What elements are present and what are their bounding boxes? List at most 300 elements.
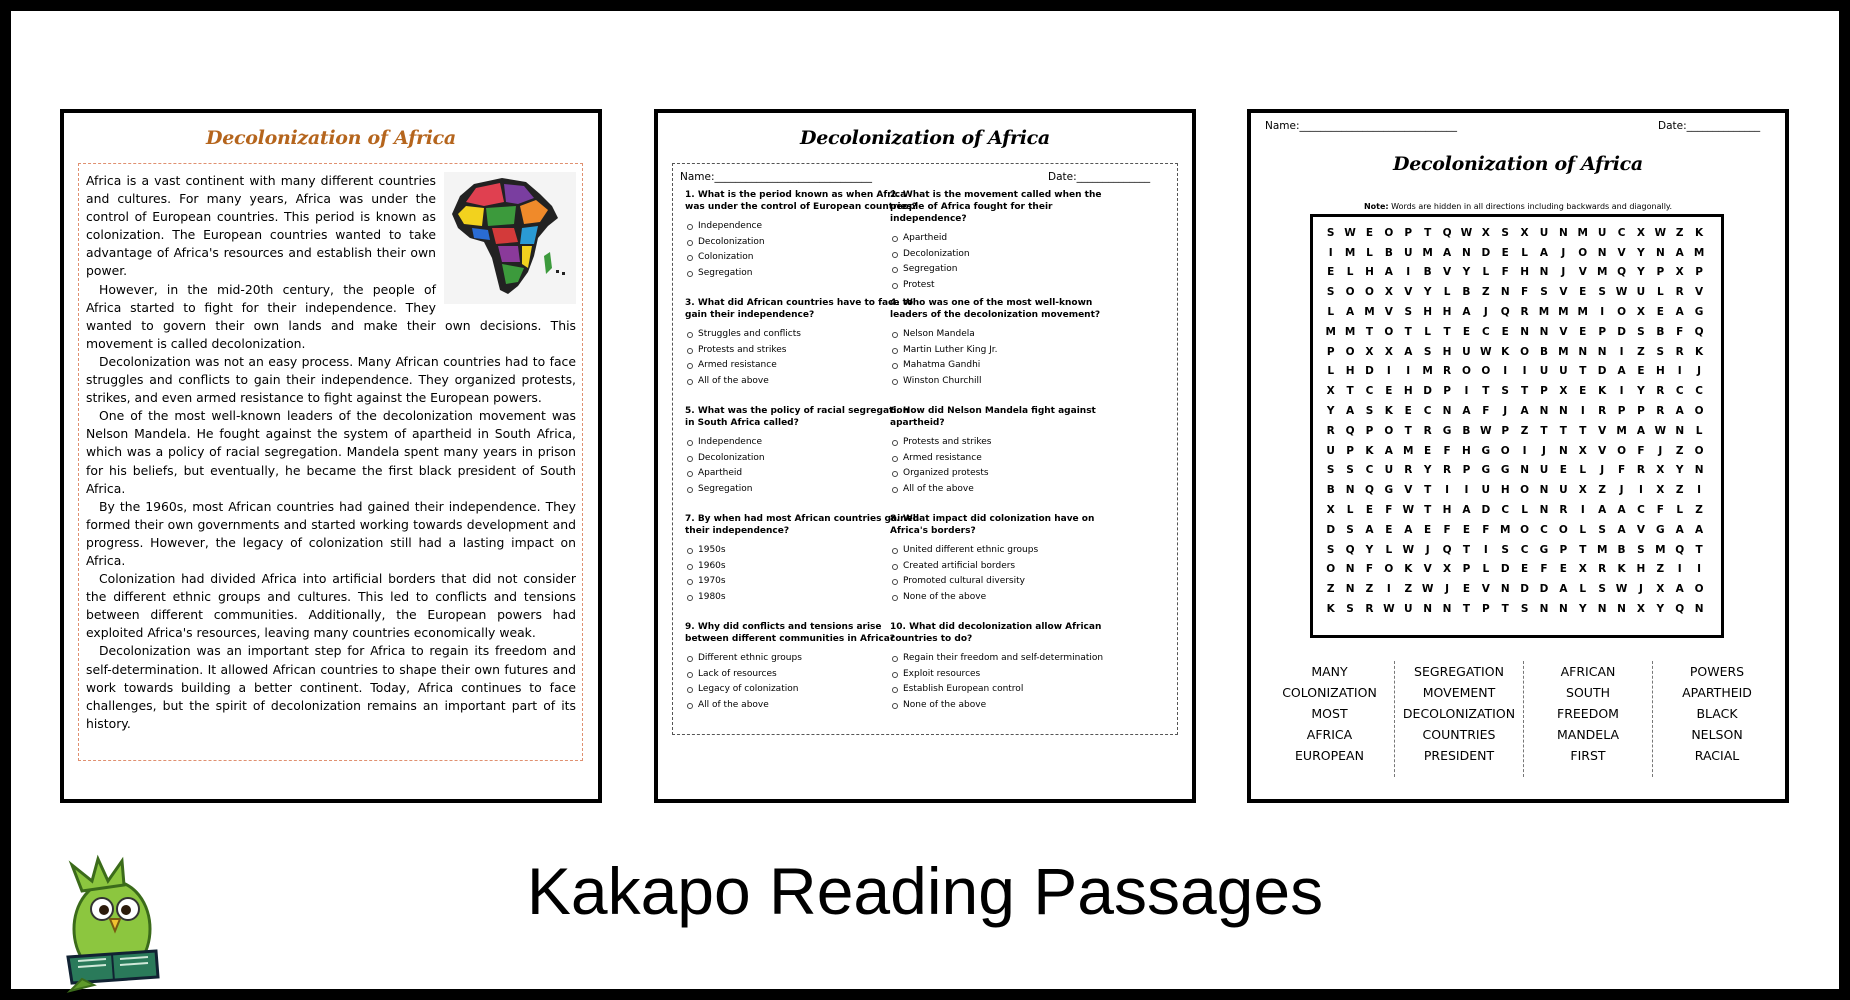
- grid-letter[interactable]: N: [1558, 444, 1568, 457]
- grid-letter[interactable]: J: [1638, 583, 1643, 596]
- grid-letter[interactable]: S: [1598, 583, 1606, 596]
- grid-letter[interactable]: Y: [1423, 464, 1432, 477]
- grid-letter[interactable]: T: [1404, 325, 1412, 338]
- grid-letter[interactable]: A: [1462, 504, 1471, 517]
- grid-letter[interactable]: N: [1539, 325, 1549, 338]
- grid-letter[interactable]: O: [1520, 484, 1530, 497]
- grid-letter[interactable]: M: [1499, 523, 1511, 536]
- grid-letter[interactable]: R: [1598, 405, 1607, 418]
- grid-letter[interactable]: W: [1344, 226, 1356, 239]
- grid-letter[interactable]: J: [1619, 484, 1624, 497]
- grid-letter[interactable]: F: [1365, 563, 1374, 576]
- grid-letter[interactable]: R: [1559, 504, 1568, 517]
- grid-letter[interactable]: A: [1617, 523, 1626, 536]
- answer-option[interactable]: Independence: [698, 436, 920, 449]
- grid-letter[interactable]: P: [1462, 563, 1471, 576]
- grid-letter[interactable]: V: [1384, 306, 1393, 319]
- answer-option[interactable]: Decolonization: [903, 248, 1125, 261]
- grid-letter[interactable]: N: [1578, 345, 1588, 358]
- grid-letter[interactable]: V: [1404, 484, 1413, 497]
- grid-letter[interactable]: O: [1694, 405, 1704, 418]
- grid-letter[interactable]: E: [1501, 246, 1509, 259]
- grid-letter[interactable]: U: [1539, 226, 1549, 239]
- grid-letter[interactable]: N: [1539, 405, 1549, 418]
- grid-letter[interactable]: U: [1403, 603, 1413, 616]
- grid-letter[interactable]: E: [1462, 523, 1471, 536]
- grid-letter[interactable]: L: [1521, 504, 1528, 517]
- grid-letter[interactable]: X: [1675, 266, 1684, 279]
- grid-letter[interactable]: N: [1675, 424, 1685, 437]
- answer-option[interactable]: 1960s: [698, 560, 920, 573]
- grid-letter[interactable]: N: [1597, 603, 1607, 616]
- grid-letter[interactable]: T: [1540, 424, 1548, 437]
- grid-letter[interactable]: S: [1598, 286, 1606, 299]
- grid-letter[interactable]: E: [1656, 306, 1664, 319]
- grid-letter[interactable]: T: [1365, 325, 1374, 338]
- grid-letter[interactable]: X: [1656, 583, 1665, 596]
- grid-letter[interactable]: H: [1442, 345, 1452, 358]
- grid-letter[interactable]: M: [1596, 266, 1608, 279]
- grid-letter[interactable]: L: [1482, 563, 1490, 576]
- answer-option[interactable]: Apartheid: [698, 467, 920, 480]
- grid-letter[interactable]: T: [1501, 603, 1509, 616]
- grid-letter[interactable]: T: [1695, 543, 1703, 556]
- grid-letter[interactable]: B: [1656, 325, 1665, 338]
- grid-letter[interactable]: X: [1442, 563, 1452, 576]
- grid-letter[interactable]: O: [1384, 424, 1394, 437]
- grid-letter[interactable]: E: [1579, 385, 1587, 398]
- grid-letter[interactable]: Q: [1675, 603, 1685, 616]
- grid-letter[interactable]: T: [1482, 385, 1490, 398]
- grid-letter[interactable]: U: [1481, 484, 1491, 497]
- grid-letter[interactable]: T: [1559, 424, 1567, 437]
- grid-letter[interactable]: R: [1423, 424, 1432, 437]
- grid-letter[interactable]: J: [1561, 246, 1566, 259]
- grid-letter[interactable]: N: [1345, 484, 1355, 497]
- grid-letter[interactable]: G: [1481, 464, 1491, 477]
- grid-letter[interactable]: B: [1423, 266, 1432, 279]
- grid-letter[interactable]: U: [1462, 345, 1471, 358]
- grid-letter[interactable]: Y: [1656, 603, 1665, 616]
- grid-letter[interactable]: Q: [1365, 484, 1374, 497]
- grid-letter[interactable]: R: [1404, 464, 1413, 477]
- grid-letter[interactable]: U: [1559, 365, 1568, 378]
- answer-option[interactable]: Legacy of colonization: [698, 683, 920, 696]
- grid-letter[interactable]: P: [1404, 226, 1413, 239]
- grid-letter[interactable]: I: [1697, 484, 1702, 497]
- grid-letter[interactable]: Y: [1637, 246, 1645, 259]
- answer-option[interactable]: All of the above: [698, 699, 920, 712]
- grid-letter[interactable]: K: [1598, 385, 1607, 398]
- grid-letter[interactable]: E: [1637, 365, 1645, 378]
- answer-option[interactable]: 1950s: [698, 544, 920, 557]
- grid-letter[interactable]: N: [1558, 405, 1568, 418]
- grid-letter[interactable]: N: [1694, 464, 1704, 477]
- grid-letter[interactable]: N: [1558, 603, 1568, 616]
- grid-letter[interactable]: H: [1520, 266, 1529, 279]
- grid-letter[interactable]: K: [1404, 563, 1413, 576]
- grid-letter[interactable]: E: [1424, 523, 1432, 536]
- grid-letter[interactable]: J: [1561, 266, 1566, 279]
- grid-letter[interactable]: Q: [1694, 325, 1704, 338]
- grid-letter[interactable]: I: [1464, 385, 1469, 398]
- grid-letter[interactable]: V: [1442, 266, 1452, 279]
- grid-letter[interactable]: N: [1617, 603, 1626, 616]
- grid-letter[interactable]: A: [1404, 523, 1413, 536]
- answer-option[interactable]: 1970s: [698, 575, 920, 588]
- grid-letter[interactable]: Z: [1482, 286, 1490, 299]
- grid-letter[interactable]: L: [1521, 246, 1528, 259]
- grid-letter[interactable]: T: [1579, 424, 1587, 437]
- grid-letter[interactable]: P: [1346, 444, 1354, 457]
- grid-letter[interactable]: F: [1521, 286, 1529, 299]
- grid-letter[interactable]: T: [1462, 543, 1471, 556]
- grid-letter[interactable]: B: [1462, 286, 1471, 299]
- grid-letter[interactable]: M: [1577, 226, 1588, 239]
- grid-letter[interactable]: S: [1346, 523, 1354, 536]
- grid-letter[interactable]: T: [1346, 385, 1354, 398]
- grid-letter[interactable]: R: [1656, 385, 1665, 398]
- grid-letter[interactable]: E: [1501, 325, 1509, 338]
- grid-letter[interactable]: N: [1597, 246, 1607, 259]
- grid-letter[interactable]: I: [1580, 405, 1585, 418]
- grid-letter[interactable]: A: [1442, 246, 1452, 259]
- grid-letter[interactable]: E: [1559, 563, 1567, 576]
- grid-letter[interactable]: T: [1521, 385, 1529, 398]
- grid-letter[interactable]: I: [1483, 543, 1488, 556]
- grid-letter[interactable]: W: [1480, 424, 1492, 437]
- grid-letter[interactable]: A: [1539, 246, 1549, 259]
- grid-letter[interactable]: M: [1693, 246, 1705, 259]
- grid-letter[interactable]: I: [1406, 365, 1411, 378]
- answer-option[interactable]: Martin Luther King Jr.: [903, 344, 1125, 357]
- answer-option[interactable]: Mahatma Gandhi: [903, 359, 1125, 372]
- grid-letter[interactable]: D: [1520, 583, 1529, 596]
- grid-letter[interactable]: Z: [1675, 444, 1684, 457]
- grid-letter[interactable]: H: [1442, 504, 1452, 517]
- grid-letter[interactable]: D: [1423, 385, 1432, 398]
- grid-letter[interactable]: N: [1442, 603, 1452, 616]
- grid-letter[interactable]: V: [1636, 523, 1646, 536]
- answer-option[interactable]: All of the above: [903, 483, 1125, 496]
- grid-letter[interactable]: A: [1675, 523, 1684, 536]
- grid-letter[interactable]: S: [1501, 226, 1509, 239]
- grid-letter[interactable]: A: [1384, 266, 1393, 279]
- grid-letter[interactable]: H: [1636, 563, 1646, 576]
- grid-letter[interactable]: X: [1636, 226, 1645, 239]
- grid-letter[interactable]: S: [1520, 603, 1529, 616]
- grid-letter[interactable]: H: [1403, 385, 1413, 398]
- grid-letter[interactable]: M: [1616, 424, 1627, 437]
- grid-letter[interactable]: S: [1404, 306, 1413, 319]
- grid-letter[interactable]: P: [1365, 424, 1374, 437]
- grid-letter[interactable]: M: [1577, 306, 1588, 319]
- grid-letter[interactable]: H: [1423, 306, 1433, 319]
- grid-letter[interactable]: F: [1676, 325, 1684, 338]
- answer-option[interactable]: Exploit resources: [903, 668, 1125, 681]
- grid-letter[interactable]: I: [1697, 563, 1702, 576]
- grid-letter[interactable]: U: [1636, 286, 1646, 299]
- answer-option[interactable]: Segregation: [698, 483, 920, 496]
- grid-letter[interactable]: F: [1482, 523, 1490, 536]
- grid-letter[interactable]: E: [1385, 385, 1393, 398]
- grid-letter[interactable]: S: [1365, 405, 1374, 418]
- grid-letter[interactable]: I: [1522, 365, 1527, 378]
- grid-letter[interactable]: K: [1384, 405, 1393, 418]
- grid-letter[interactable]: D: [1481, 246, 1491, 259]
- grid-letter[interactable]: N: [1539, 603, 1549, 616]
- answer-option[interactable]: Regain their freedom and self-determination: [903, 652, 1125, 665]
- grid-letter[interactable]: A: [1559, 583, 1568, 596]
- grid-letter[interactable]: O: [1617, 444, 1627, 457]
- grid-letter[interactable]: T: [1579, 365, 1587, 378]
- grid-letter[interactable]: K: [1695, 345, 1704, 358]
- grid-letter[interactable]: Y: [1675, 464, 1684, 477]
- answer-option[interactable]: 1980s: [698, 591, 920, 604]
- grid-letter[interactable]: W: [1654, 226, 1667, 239]
- grid-letter[interactable]: R: [1656, 405, 1665, 418]
- grid-letter[interactable]: A: [1520, 405, 1529, 418]
- grid-letter[interactable]: R: [1365, 603, 1374, 616]
- grid-letter[interactable]: J: [1503, 405, 1508, 418]
- grid-letter[interactable]: S: [1656, 345, 1665, 358]
- grid-letter[interactable]: M: [1344, 325, 1356, 338]
- grid-letter[interactable]: V: [1598, 444, 1607, 457]
- grid-letter[interactable]: Q: [1617, 266, 1627, 279]
- grid-letter[interactable]: L: [1327, 306, 1335, 319]
- grid-letter[interactable]: M: [1655, 543, 1666, 556]
- grid-letter[interactable]: V: [1559, 325, 1568, 338]
- grid-letter[interactable]: P: [1617, 405, 1626, 418]
- grid-letter[interactable]: A: [1598, 504, 1607, 517]
- grid-letter[interactable]: Y: [1423, 286, 1432, 299]
- grid-letter[interactable]: I: [1619, 385, 1624, 398]
- grid-letter[interactable]: Y: [1365, 543, 1374, 556]
- grid-letter[interactable]: V: [1559, 286, 1568, 299]
- grid-letter[interactable]: X: [1578, 563, 1587, 576]
- grid-letter[interactable]: V: [1617, 246, 1626, 259]
- grid-letter[interactable]: S: [1598, 523, 1606, 536]
- grid-letter[interactable]: Q: [1500, 306, 1510, 319]
- grid-letter[interactable]: L: [1346, 504, 1354, 517]
- grid-letter[interactable]: R: [1675, 345, 1684, 358]
- grid-letter[interactable]: O: [1578, 246, 1588, 259]
- grid-letter[interactable]: I: [1677, 365, 1682, 378]
- grid-letter[interactable]: O: [1520, 523, 1530, 536]
- answer-option[interactable]: Struggles and conflicts: [698, 328, 920, 341]
- grid-letter[interactable]: J: [1542, 444, 1546, 457]
- grid-letter[interactable]: C: [1520, 543, 1529, 556]
- grid-letter[interactable]: E: [1327, 266, 1335, 279]
- grid-letter[interactable]: P: [1695, 266, 1703, 279]
- grid-letter[interactable]: S: [1326, 543, 1335, 556]
- grid-letter[interactable]: A: [1462, 306, 1471, 319]
- grid-letter[interactable]: X: [1326, 504, 1335, 517]
- grid-letter[interactable]: F: [1637, 444, 1645, 457]
- answer-option[interactable]: Armed resistance: [698, 359, 920, 372]
- grid-letter[interactable]: I: [1406, 266, 1411, 279]
- grid-letter[interactable]: O: [1694, 444, 1704, 457]
- answer-option[interactable]: Protest: [903, 279, 1125, 292]
- grid-letter[interactable]: Y: [1637, 385, 1645, 398]
- grid-letter[interactable]: A: [1462, 405, 1471, 418]
- grid-letter[interactable]: X: [1481, 226, 1490, 239]
- grid-letter[interactable]: M: [1422, 246, 1433, 259]
- grid-letter[interactable]: O: [1365, 286, 1374, 299]
- grid-letter[interactable]: T: [1579, 543, 1587, 556]
- grid-letter[interactable]: O: [1384, 226, 1394, 239]
- grid-letter[interactable]: C: [1695, 385, 1703, 398]
- answer-option[interactable]: Independence: [698, 220, 920, 233]
- grid-letter[interactable]: Z: [1365, 583, 1374, 596]
- grid-letter[interactable]: A: [1617, 365, 1626, 378]
- answer-option[interactable]: Decolonization: [698, 236, 920, 249]
- grid-letter[interactable]: W: [1402, 543, 1415, 556]
- answer-option[interactable]: Promoted cultural diversity: [903, 575, 1125, 588]
- grid-letter[interactable]: S: [1326, 226, 1335, 239]
- grid-letter[interactable]: R: [1636, 464, 1645, 477]
- grid-letter[interactable]: N: [1442, 405, 1452, 418]
- grid-letter[interactable]: L: [1424, 325, 1431, 338]
- grid-letter[interactable]: B: [1384, 246, 1393, 259]
- grid-letter[interactable]: D: [1539, 583, 1549, 596]
- grid-letter[interactable]: A: [1675, 306, 1684, 319]
- grid-letter[interactable]: N: [1462, 246, 1471, 259]
- answer-option[interactable]: All of the above: [698, 375, 920, 388]
- grid-letter[interactable]: D: [1481, 504, 1491, 517]
- grid-letter[interactable]: B: [1539, 345, 1548, 358]
- answer-option[interactable]: None of the above: [903, 699, 1125, 712]
- grid-letter[interactable]: H: [1365, 266, 1374, 279]
- grid-letter[interactable]: G: [1481, 444, 1491, 457]
- grid-letter[interactable]: E: [1365, 504, 1374, 517]
- grid-letter[interactable]: N: [1520, 325, 1529, 338]
- grid-letter[interactable]: D: [1617, 325, 1626, 338]
- grid-letter[interactable]: Y: [1462, 266, 1471, 279]
- grid-letter[interactable]: P: [1462, 464, 1471, 477]
- grid-letter[interactable]: N: [1500, 583, 1510, 596]
- grid-letter[interactable]: P: [1559, 543, 1568, 556]
- grid-letter[interactable]: L: [1579, 583, 1587, 596]
- grid-letter[interactable]: A: [1636, 424, 1646, 437]
- grid-letter[interactable]: S: [1501, 543, 1509, 556]
- grid-letter[interactable]: I: [1328, 246, 1333, 259]
- grid-letter[interactable]: F: [1443, 523, 1451, 536]
- grid-letter[interactable]: F: [1540, 563, 1548, 576]
- grid-letter[interactable]: I: [1677, 563, 1682, 576]
- grid-letter[interactable]: J: [1697, 365, 1702, 378]
- grid-letter[interactable]: R: [1442, 464, 1452, 477]
- grid-letter[interactable]: I: [1386, 365, 1391, 378]
- grid-letter[interactable]: P: [1501, 424, 1510, 437]
- grid-letter[interactable]: E: [1424, 444, 1432, 457]
- grid-letter[interactable]: T: [1443, 325, 1451, 338]
- grid-letter[interactable]: L: [1366, 246, 1373, 259]
- grid-letter[interactable]: A: [1617, 504, 1626, 517]
- grid-letter[interactable]: G: [1539, 543, 1549, 556]
- answer-option[interactable]: United different ethnic groups: [903, 544, 1125, 557]
- grid-letter[interactable]: X: [1656, 464, 1665, 477]
- grid-letter[interactable]: V: [1695, 286, 1704, 299]
- answer-option[interactable]: None of the above: [903, 591, 1125, 604]
- grid-letter[interactable]: E: [1521, 563, 1529, 576]
- grid-letter[interactable]: X: [1365, 345, 1374, 358]
- grid-letter[interactable]: S: [1326, 286, 1335, 299]
- grid-letter[interactable]: Q: [1442, 226, 1452, 239]
- grid-letter[interactable]: A: [1675, 405, 1684, 418]
- grid-letter[interactable]: M: [1596, 543, 1608, 556]
- grid-letter[interactable]: L: [1346, 266, 1354, 279]
- grid-letter[interactable]: G: [1442, 424, 1452, 437]
- grid-letter[interactable]: S: [1501, 385, 1509, 398]
- grid-letter[interactable]: W: [1421, 583, 1434, 596]
- grid-letter[interactable]: C: [1423, 405, 1432, 418]
- grid-letter[interactable]: C: [1675, 385, 1684, 398]
- grid-letter[interactable]: E: [1385, 523, 1393, 536]
- grid-letter[interactable]: I: [1386, 583, 1391, 596]
- grid-letter[interactable]: S: [1423, 345, 1432, 358]
- grid-letter[interactable]: H: [1345, 365, 1355, 378]
- grid-letter[interactable]: J: [1658, 444, 1663, 457]
- grid-letter[interactable]: F: [1443, 444, 1451, 457]
- grid-letter[interactable]: O: [1617, 306, 1627, 319]
- grid-letter[interactable]: L: [1579, 464, 1587, 477]
- grid-letter[interactable]: R: [1598, 563, 1607, 576]
- grid-letter[interactable]: H: [1462, 444, 1471, 457]
- grid-letter[interactable]: I: [1638, 484, 1643, 497]
- grid-letter[interactable]: S: [1346, 603, 1354, 616]
- answer-option[interactable]: Lack of resources: [698, 668, 920, 681]
- grid-letter[interactable]: Z: [1520, 424, 1529, 437]
- grid-letter[interactable]: J: [1425, 543, 1430, 556]
- grid-letter[interactable]: D: [1326, 523, 1336, 536]
- grid-letter[interactable]: T: [1424, 504, 1432, 517]
- grid-letter[interactable]: F: [1501, 266, 1509, 279]
- grid-letter[interactable]: C: [1637, 504, 1645, 517]
- grid-letter[interactable]: Z: [1656, 563, 1665, 576]
- grid-letter[interactable]: C: [1365, 464, 1374, 477]
- grid-letter[interactable]: Z: [1637, 345, 1645, 358]
- grid-letter[interactable]: T: [1424, 484, 1432, 497]
- grid-letter[interactable]: R: [1520, 306, 1529, 319]
- grid-letter[interactable]: S: [1637, 543, 1645, 556]
- grid-letter[interactable]: P: [1540, 385, 1548, 398]
- answer-option[interactable]: Apartheid: [903, 232, 1125, 245]
- grid-letter[interactable]: Z: [1404, 583, 1413, 596]
- grid-letter[interactable]: I: [1445, 484, 1449, 497]
- grid-letter[interactable]: Y: [1637, 266, 1645, 279]
- grid-letter[interactable]: R: [1326, 424, 1335, 437]
- grid-letter[interactable]: X: [1520, 226, 1529, 239]
- grid-letter[interactable]: Z: [1598, 484, 1606, 497]
- grid-letter[interactable]: M: [1344, 246, 1356, 259]
- grid-letter[interactable]: Q: [1345, 543, 1355, 556]
- grid-letter[interactable]: E: [1462, 325, 1471, 338]
- grid-letter[interactable]: V: [1423, 563, 1432, 576]
- grid-letter[interactable]: A: [1384, 444, 1393, 457]
- grid-letter[interactable]: U: [1539, 464, 1549, 477]
- grid-letter[interactable]: F: [1482, 405, 1490, 418]
- grid-letter[interactable]: O: [1345, 345, 1355, 358]
- grid-letter[interactable]: K: [1617, 563, 1626, 576]
- grid-letter[interactable]: A: [1675, 246, 1684, 259]
- grid-letter[interactable]: X: [1326, 385, 1335, 398]
- grid-letter[interactable]: D: [1365, 365, 1374, 378]
- grid-letter[interactable]: I: [1522, 444, 1527, 457]
- grid-letter[interactable]: P: [1598, 325, 1607, 338]
- grid-letter[interactable]: L: [1385, 543, 1393, 556]
- grid-letter[interactable]: Z: [1675, 484, 1684, 497]
